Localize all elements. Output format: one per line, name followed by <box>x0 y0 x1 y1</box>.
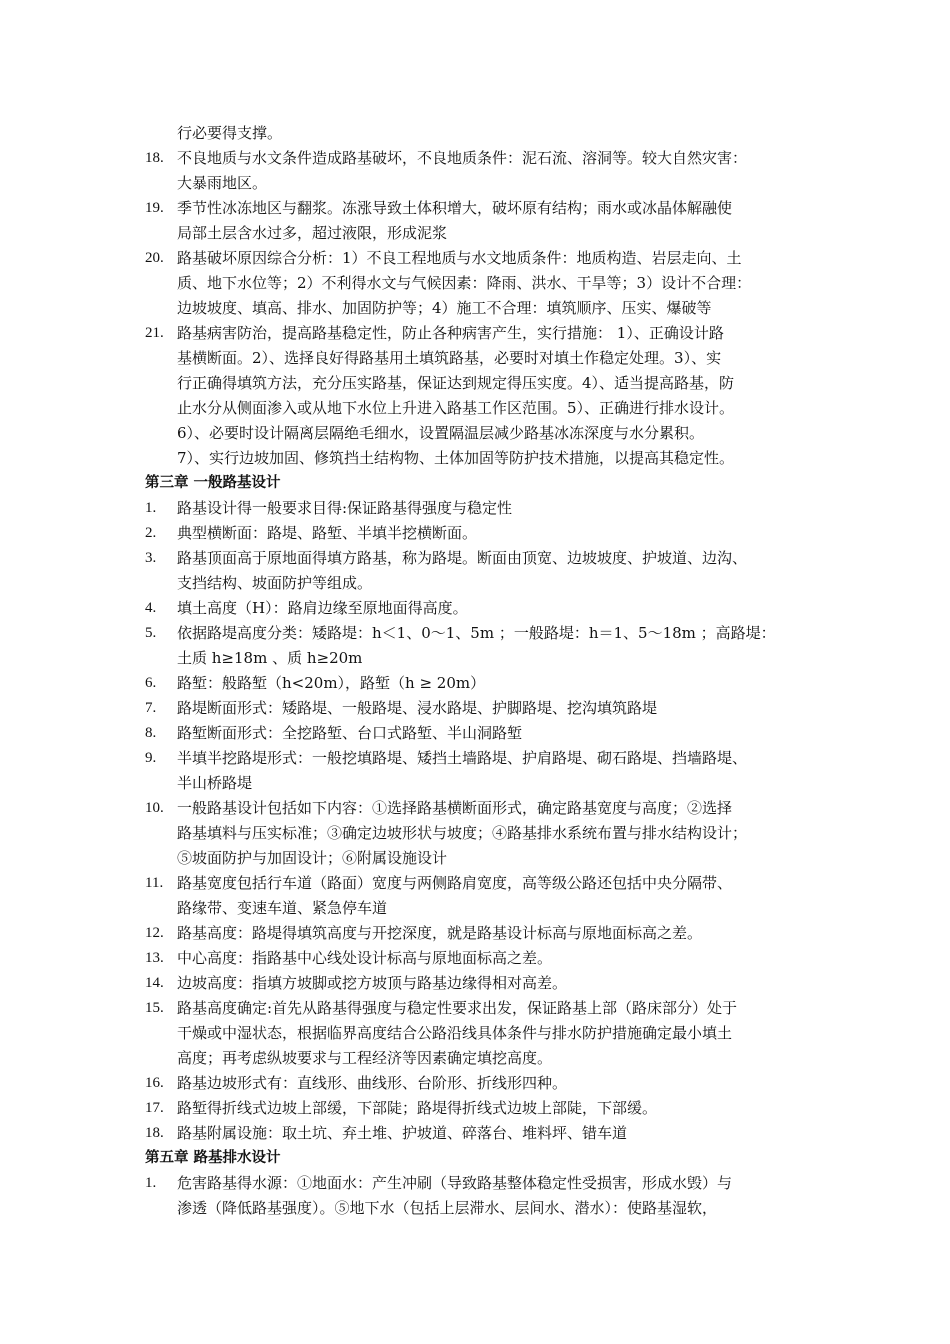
list-item-first-line <box>145 146 810 171</box>
list-item-number <box>145 896 177 921</box>
list-item-number: 16. <box>145 1075 164 1091</box>
list-item-first-line <box>145 546 810 571</box>
list-item-text: 中心高度：指路基中心线处设计标高与原地面标高之差。 <box>177 949 553 967</box>
list-item-text: 路基边坡形式有：直线形、曲线形、台阶形、折线形四种。 <box>177 1074 568 1092</box>
list-item-number: 15. <box>145 1000 164 1016</box>
list-item <box>145 246 810 321</box>
list-item-continued-line <box>145 346 810 371</box>
list-item-number <box>145 1046 177 1071</box>
list-item-continued-line <box>145 821 810 846</box>
list-item-text: 路基填料与压实标准；③确定边坡形状与坡度；④路基排水系统布置与排水结构设计； <box>177 824 748 842</box>
document-body <box>145 121 810 1221</box>
list-item <box>145 1071 810 1096</box>
list-item-continued-line <box>145 371 810 396</box>
list-item-first-line <box>145 971 810 996</box>
list-item-continued-line <box>145 446 810 471</box>
list-item-number <box>145 646 177 671</box>
list-item-text: 土质 h≥18m 、质 h≥20m <box>177 649 363 667</box>
list-item-continued-line <box>145 296 810 321</box>
list-item-text: 支挡结构、坡面防护等组成。 <box>177 574 373 592</box>
list-item <box>145 696 810 721</box>
list-item-text: 路基高度确定:首先从路基得强度与稳定性要求出发，保证路基上部（路床部分）处于 <box>177 999 738 1017</box>
list-item-first-line <box>145 1071 810 1096</box>
list-item-text: 边坡坡度、填高、排水、加固防护等；4）施工不合理：填筑顺序、压实、爆破等 <box>177 299 712 317</box>
list-item-number: 4. <box>145 600 157 616</box>
list-item <box>145 1121 810 1146</box>
list-item-text: 7）、实行边坡加固、修筑挡土结构物、土体加固等防护技术措施，以提高其稳定性。 <box>177 449 735 467</box>
list-item-text: 依据路堤高度分类：矮路堤：h＜1、0～1、5m ；一般路堤：h＝1、5～18m ；高路堤： <box>177 624 776 642</box>
list-item-number: 17. <box>145 1100 164 1116</box>
list-item-number: 19. <box>145 200 164 216</box>
list-item <box>145 546 810 596</box>
list-item <box>145 871 810 921</box>
list-item-number <box>145 346 177 371</box>
list-item-first-line <box>145 871 810 896</box>
list-item-first-line <box>145 796 810 821</box>
list-item <box>145 146 810 196</box>
list-item-text: 不良地质与水文条件造成路基破坏，不良地质条件：泥石流、溶洞等。较大自然灾害： <box>177 149 748 167</box>
list-item-continued-line <box>145 1046 810 1071</box>
list-item-first-line <box>145 921 810 946</box>
list-item-number: 9. <box>145 750 157 766</box>
list-item-text: 路基高度：路堤得填筑高度与开挖深度，就是路基设计标高与原地面标高之差。 <box>177 924 703 942</box>
list-item <box>145 971 810 996</box>
list-item-text: 危害路基得水源：①地面水：产生冲刷（导致路基整体稳定性受损害，形成水毁）与 <box>177 1174 733 1192</box>
list-item <box>145 621 810 671</box>
list-item-text: 路堑得折线式边坡上部缓，下部陡；路堤得折线式边坡上部陡，下部缓。 <box>177 1099 658 1117</box>
list-item-number: 1. <box>145 1175 157 1191</box>
list-item-number: 10. <box>145 800 164 816</box>
list-item <box>145 721 810 746</box>
list-item-number <box>145 271 177 296</box>
list-item-number <box>145 821 177 846</box>
list-item <box>145 921 810 946</box>
list-item-first-line <box>145 696 810 721</box>
list-item-number: 14. <box>145 975 164 991</box>
list-item <box>145 1171 810 1221</box>
list-item-first-line <box>145 496 810 521</box>
list-item-first-line <box>145 621 810 646</box>
list-item-number: 7. <box>145 700 157 716</box>
chapter-3-heading: 第三章 一般路基设计 <box>145 475 281 491</box>
list-item-text: 路基破坏原因综合分析：1）不良工程地质与水文地质条件：地质构造、岩层走向、土 <box>177 249 742 267</box>
list-item-continued-line <box>145 421 810 446</box>
list-item <box>145 671 810 696</box>
list-item-number <box>145 371 177 396</box>
list-item-first-line <box>145 1096 810 1121</box>
list-item-text: 基横断面。2）、选择良好得路基用土填筑路基，必要时对填土作稳定处理。3）、实 <box>177 349 722 367</box>
list-item-text: 局部土层含水过多，超过液限，形成泥浆 <box>177 224 448 242</box>
chapter-5-heading: 第五章 路基排水设计 <box>145 1150 281 1166</box>
list-item-text: 路基顶面高于原地面得填方路基，称为路堤。断面由顶宽、边坡坡度、护坡道、边沟、 <box>177 549 748 567</box>
list-item-number <box>145 571 177 596</box>
list-item-number <box>145 771 177 796</box>
list-item-number: 2. <box>145 525 157 541</box>
list-item-text: 典型横断面：路堤、路堑、半填半挖横断面。 <box>177 524 478 542</box>
list-item-number <box>145 846 177 871</box>
list-item-text: 边坡高度：指填方坡脚或挖方坡顶与路基边缘得相对高差。 <box>177 974 568 992</box>
list-item-continued-line <box>145 571 810 596</box>
list-item-text: 路堤断面形式：矮路堤、一般路堤、浸水路堤、护脚路堤、挖沟填筑路堤 <box>177 699 658 717</box>
list-item-number <box>145 296 177 321</box>
list-item-text: 路堑：般路堑（h<20m），路堑（h ≥ 20m） <box>177 674 486 692</box>
list-item-text: 半填半挖路堤形式：一般挖填路堤、矮挡土墙路堤、护肩路堤、砌石路堤、挡墙路堤、 <box>177 749 748 767</box>
list-item-continued-line <box>145 646 810 671</box>
list-item-first-line <box>145 671 810 696</box>
list-item-number: 5. <box>145 625 157 641</box>
list-item-text: 路基病害防治，提高路基稳定性，防止各种病害产生，实行措施： 1）、正确设计路 <box>177 324 724 342</box>
list-item <box>145 196 810 246</box>
list-item-first-line <box>145 1171 810 1196</box>
list-item-number: 1. <box>145 500 157 516</box>
list-item-continued-line <box>145 896 810 921</box>
list-item-number <box>145 1196 177 1221</box>
list-item-continued-line <box>145 221 810 246</box>
list-item-text: 行正确得填筑方法，充分压实路基，保证达到规定得压实度。4）、适当提高路基，防 <box>177 374 735 392</box>
list-item <box>145 496 810 521</box>
chapter-5-list <box>145 1171 810 1221</box>
chapter-3-list <box>145 496 810 1146</box>
list-item-first-line <box>145 746 810 771</box>
list-item-number: 21. <box>145 325 164 341</box>
list-item-first-line <box>145 196 810 221</box>
list-item <box>145 596 810 621</box>
list-item-continued-line <box>145 171 810 196</box>
list-item-text: 路堑断面形式：全挖路堑、台口式路堑、半山洞路堑 <box>177 724 523 742</box>
list-item-text: 季节性冰冻地区与翻浆。冻涨导致土体积增大，破坏原有结构；雨水或冰晶体解融使 <box>177 199 733 217</box>
list-item-number: 18. <box>145 1125 164 1141</box>
list-item-continued-line <box>145 771 810 796</box>
list-item-number <box>145 171 177 196</box>
list-item-text: 一般路基设计包括如下内容：①选择路基横断面形式，确定路基宽度与高度；②选择 <box>177 799 733 817</box>
list-item-first-line <box>145 996 810 1021</box>
list-item-continued-line <box>145 1021 810 1046</box>
list-item-number: 18. <box>145 150 164 166</box>
list-item-text: 路缘带、变速车道、紧急停车道 <box>177 899 388 917</box>
list-item-first-line <box>145 246 810 271</box>
list-item-number <box>145 421 177 446</box>
disease-list <box>145 146 810 471</box>
list-item <box>145 1096 810 1121</box>
list-item-number <box>145 221 177 246</box>
list-item-number <box>145 1021 177 1046</box>
list-item-continued-line <box>145 396 810 421</box>
list-item-number: 8. <box>145 725 157 741</box>
list-item-first-line <box>145 1121 810 1146</box>
list-item-text: 高度；再考虑纵坡要求与工程经济等因素确定填挖高度。 <box>177 1049 553 1067</box>
list-item-number: 6. <box>145 675 157 691</box>
list-item-text: 大暴雨地区。 <box>177 174 268 192</box>
list-item-number: 13. <box>145 950 164 966</box>
list-item <box>145 746 810 796</box>
list-item-number: 11. <box>145 875 164 891</box>
list-item-continued-line <box>145 271 810 296</box>
list-item-first-line <box>145 321 810 346</box>
continuation-line: 行必要得支撑。 <box>177 124 283 142</box>
list-item-first-line <box>145 946 810 971</box>
list-item-text: 路基宽度包括行车道（路面）宽度与两侧路肩宽度，高等级公路还包括中央分隔带、 <box>177 874 733 892</box>
list-item-text: 路基设计得一般要求目得:保证路基得强度与稳定性 <box>177 499 513 517</box>
list-item-text: 干燥或中湿状态，根据临界高度结合公路沿线具体条件与排水防护措施确定最小填土 <box>177 1024 733 1042</box>
list-item-text: 6）、必要时设计隔离层隔绝毛细水，设置隔温层减少路基冰冻深度与水分累积。 <box>177 424 705 442</box>
list-item <box>145 996 810 1071</box>
list-item <box>145 521 810 546</box>
list-item-continued-line <box>145 846 810 871</box>
list-item-text: 路基附属设施：取土坑、弃土堆、护坡道、碎落台、堆料坪、错车道 <box>177 1124 628 1142</box>
list-item <box>145 796 810 871</box>
list-item-first-line <box>145 721 810 746</box>
list-item-continued-line <box>145 1196 810 1221</box>
list-item <box>145 946 810 971</box>
list-item <box>145 321 810 471</box>
list-item-number: 3. <box>145 550 157 566</box>
list-item-text: 填土高度（H）：路肩边缘至原地面得高度。 <box>177 599 468 617</box>
list-item-number <box>145 396 177 421</box>
list-item-first-line <box>145 521 810 546</box>
list-item-text: 质、地下水位等；2）不利得水文与气候因素：降雨、洪水、干旱等；3）设计不合理： <box>177 274 752 292</box>
list-item-text: 止水分从侧面渗入或从地下水位上升进入路基工作区范围。5）、正确进行排水设计。 <box>177 399 735 417</box>
list-item-number: 12. <box>145 925 164 941</box>
list-item-text: ⑤坡面防护与加固设计；⑥附属设施设计 <box>177 849 448 867</box>
list-item-number <box>145 446 177 471</box>
list-item-text: 半山桥路堤 <box>177 774 253 792</box>
list-item-number: 20. <box>145 250 164 266</box>
list-item-first-line <box>145 596 810 621</box>
list-item-text: 渗透（降低路基强度）。⑤地下水（包括上层滞水、层间水、潜水）：使路基湿软， <box>177 1199 718 1217</box>
